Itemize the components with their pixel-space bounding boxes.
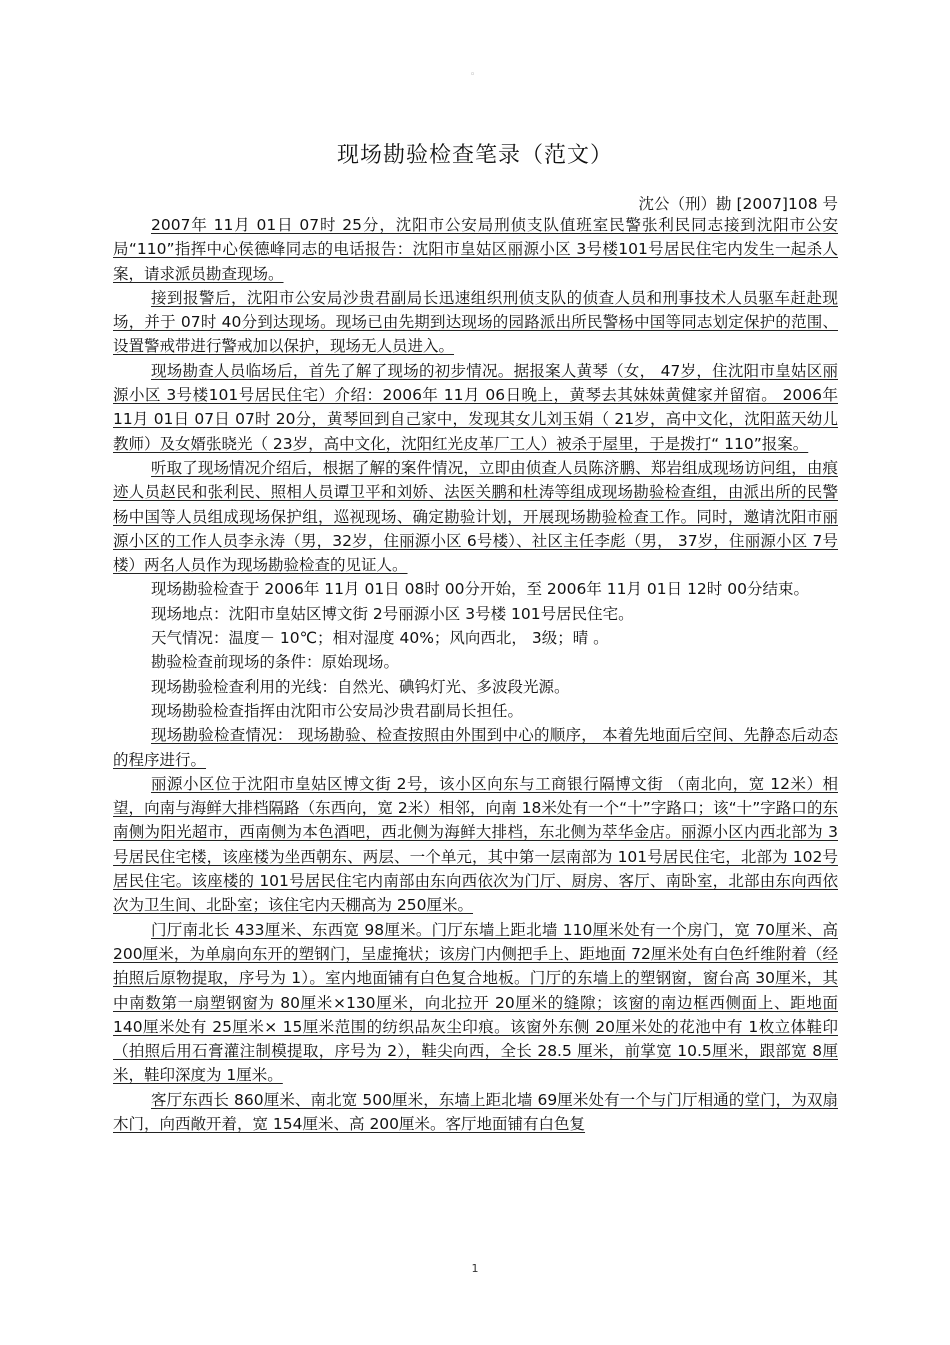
paragraph: 勘验检查前现场的条件：原始现场。 [151, 653, 400, 672]
paragraph: 天气情况：温度－ 10℃；相对湿度 40%；风向西北， 3级；晴 。 [151, 629, 609, 648]
paragraph: 现场勘验检查于 2006年 11月 01日 08时 00分开始，至 2006年 11月 01日 12时 00分结束。 [151, 580, 809, 599]
page-number: 1 [471, 1262, 479, 1275]
paragraph: 现场勘验检查利用的光线：自然光、碘钨灯光、多波段光源。 [151, 677, 570, 696]
paragraph: 现场勘验检查情况： 现场勘验、检查按照由外围到中心的顺序， 本着先地面后空间、先静态后动态的程序进行。 [113, 726, 838, 769]
header-mark: ◦ [470, 70, 476, 80]
paragraph: 门厅南北长 433厘米、东西宽 98厘米。门厅东墙上距北墙 110厘米处有一个房门，宽 70厘米、高 200厘米，为单扇向东开的塑钢门，呈虚掩状；该房门内侧把手上、距地面 72厘米处有白色纤维附着（经拍照后原物提取，序号为 1）。室内地面铺有白色复合地板。门厅的东墙上的塑钢窗，窗台高 30厘米，其中南数第一扇塑钢窗为 80厘米×130厘米，向北拉开 20厘米的缝隙；该窗的南边框西侧面上、距地面 140厘米处有 25厘米× 15厘米范围的纺织品灰尘印痕。该窗外东侧 20厘米处的花池中有 1枚立体鞋印（拍照后用石膏灌注制模提取，序号为 2），鞋尖向西，全长 28.5 厘米，前掌宽 10.5厘米，跟部宽 8厘米，鞋印深度为 1厘米。 [113, 920, 838, 1085]
paragraph: 现场勘验检查指挥由沈阳市公安局沙贵君副局长担任。 [151, 701, 524, 720]
paragraph: 接到报警后，沈阳市公安局沙贵君副局长迅速组织刑侦支队的侦查人员和刑事技术人员驱车赶赴现场，并于 07时 40分到达现场。现场已由先期到达现场的园路派出所民警杨中国等同志划定保护的范围、设置警戒带进行警戒加以保护，现场无人员进入。 [113, 288, 838, 356]
document-number: 沈公（刑）勘 [2007]108 号 [638, 195, 838, 213]
document-body [113, 213, 838, 1136]
paragraph: 2007年 11月 01日 07时 25分，沈阳市公安局刑侦支队值班室民警张利民同志接到沈阳市公安局“110”指挥中心侯德峰同志的电话报告：沈阳市皇姑区丽源小区 3号楼101号居民住宅内发生一起杀人案，请求派员勘查现场。 [113, 216, 838, 283]
paragraph: 听取了现场情况介绍后，根据了解的案件情况，立即由侦查人员陈济鹏、郑岩组成现场访问组，由痕迹人员赵民和张利民、照相人员谭卫平和刘娇、法医关鹏和杜涛等组成现场勘验检查组，由派出所的民警杨中国等人员组成现场保护组，巡视现场、确定勘验计划，开展现场勘验检查工作。同时，邀请沈阳市丽源小区的工作人员李永涛（男，32岁，住丽源小区 6号楼）、社区主任李彪（男， 37岁，住丽源小区 7号楼）两名人员作为现场勘验检查的见证人。 [113, 458, 838, 575]
paragraph: 丽源小区位于沈阳市皇姑区博文街 2号，该小区向东与工商银行隔博文街 （南北向，宽 12米）相望，向南与海鲜大排档隔路（东西向，宽 2米）相邻，向南 18米处有一个“十”字路口；该“十”字路口的东南侧为阳光超市，西南侧为本色酒吧，西北侧为海鲜大排档，东北侧为萃华金店。丽源小区内西北部为 3号居民住宅楼，该座楼为坐西朝东、两层、一个单元，其中第一层南部为 101号居民住宅，北部为 102号居民住宅。该座楼的 101号居民住宅内南部由东向西依次为门厅、厨房、客厅、南卧室，北部由东向西依次为卫生间、北卧室；该住宅内天棚高为 250厘米。 [113, 774, 838, 915]
paragraph: 现场勘查人员临场后，首先了解了现场的初步情况。据报案人黄琴（女， 47岁，住沈阳市皇姑区丽源小区 3号楼101号居民住宅）介绍：2006年 11月 06日晚上，黄琴去其妹妹黄健家并留宿。 2006年 11月 01日 07日 07时 20分，黄琴回到自己家中，发现其女儿刘玉娟（ 21岁，高中文化，沈阳蓝天幼儿教师）及女婿张晓光（ 23岁，高中文化，沈阳红光皮革厂工人）被杀于屋里，于是拨打“ 110”报案。 [113, 361, 838, 453]
paragraph: 客厅东西长 860厘米、南北宽 500厘米，东墙上距北墙 69厘米处有一个与门厅相通的堂门，为双扇木门，向西敞开着，宽 154厘米、高 200厘米。客厅地面铺有白色复 [113, 1090, 838, 1133]
document-title: 现场勘验检查笔录（范文） [336, 143, 613, 168]
paragraph: 现场地点：沈阳市皇姑区博文街 2号丽源小区 3号楼 101号居民住宅。 [151, 604, 634, 623]
